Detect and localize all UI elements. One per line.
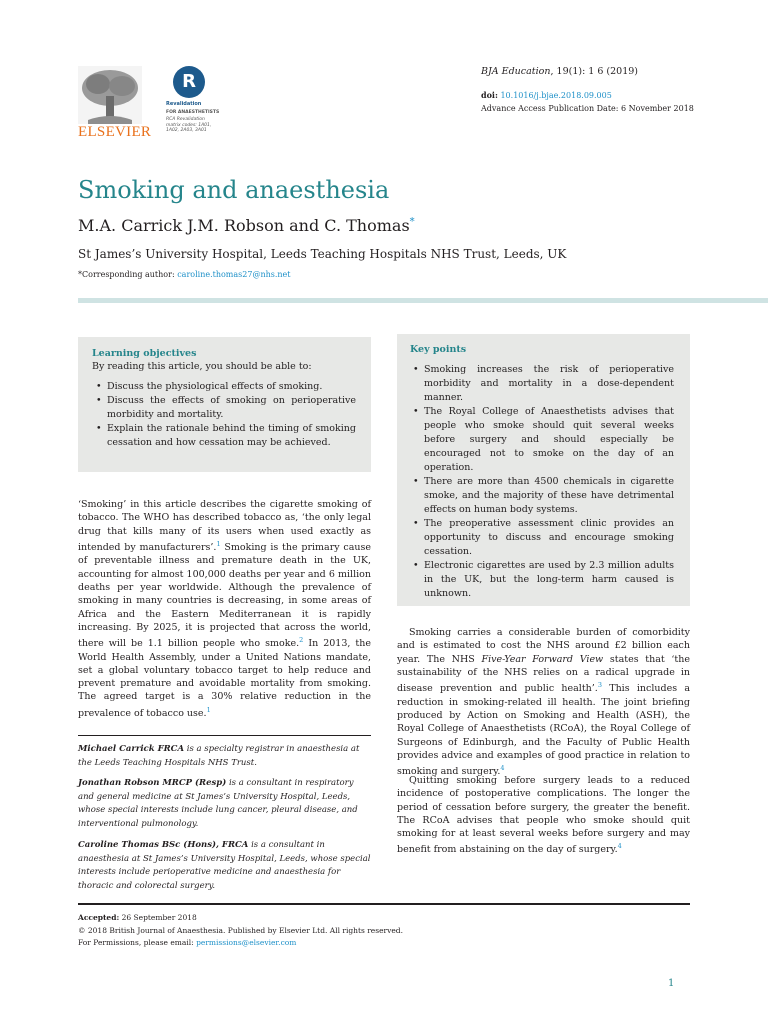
key-points-heading: Key points [410, 344, 467, 355]
reference-link[interactable]: 1 [206, 705, 211, 714]
revalidation-subtitle: FOR ANAESTHETISTS [166, 110, 220, 115]
revalidation-title: Revalidation [166, 101, 202, 107]
page-number: 1 [668, 978, 675, 989]
reference-link[interactable]: 3 [597, 681, 602, 690]
footer-divider [78, 903, 690, 905]
list-item: • Discuss the effects of smoking on perioperative morbidity and mortality. [96, 394, 356, 422]
learning-objectives-intro: By reading this article, you should be able to: [92, 361, 312, 372]
affiliation: St James’s University Hospital, Leeds Teaching Hospitals NHS Trust, Leeds, UK [78, 247, 567, 261]
revalidation-logo-icon: R [173, 66, 205, 98]
doi: doi: 10.1016/j.bjae.2018.09.005 [481, 90, 612, 100]
corresponding-author: *Corresponding author: caroline.thomas27@nhs.net [78, 270, 291, 279]
list-item: • The Royal College of Anaesthetists advises that people who smoke should quit several weeks before surgery and should especially be encouraged not to smoke on the day of an operation. [413, 405, 674, 475]
copyright-notice: © 2018 British Journal of Anaesthesia. Published by Elsevier Ltd. All rights reserved. [78, 926, 403, 935]
doi-link[interactable]: 10.1016/j.bjae.2018.09.005 [500, 91, 612, 100]
body-paragraph-2: Smoking carries a considerable burden of comorbidity and is estimated to cost the NHS around £2 billion each year. The NHS Five-Year Forward View states that ‘the sustainability of the NHS relies on a radical upgrade in disease prevention and public health’.$^3$ This includes a reduction in smoking-related ill health. The joint briefing produced by Action on Smoking and Health (ASH), the Royal College of Anaesthetists (RCoA), the Royal College of Surgeons of Edinburgh, and the Faculty of Public Health provides advice and examples of good practice in relation to smoking and surgery.$^4$ [397, 627, 690, 778]
list-item: • Electronic cigarettes are used by 2.3 million adults in the UK, but the long-term harm caused is unknown. [413, 559, 674, 601]
article-title: Smoking and anaesthesia [78, 176, 390, 204]
author-bio: Jonathan Robson MRCP (Resp) is a consultant in respiratory and general medicine at St James’s University Hospital, Leeds, whose special interests include lung cancer, pleural disease, and interventional pulmonology. [78, 778, 358, 829]
author-bio: Caroline Thomas BSc (Hons), FRCA is a consultant in anaesthesia at St James’s University Hospital, Leeds, whose special interests include perioperative medicine and anaesthesia for thoracic and colorectal surgery. [78, 840, 371, 891]
permissions-notice: For Permissions, please email: permissions@elsevier.com [78, 938, 297, 947]
reference-link[interactable]: 4 [617, 842, 622, 851]
body-paragraph-3: Quitting smoking before surgery leads to a reduced incidence of postoperative complications. The longer the period of cessation before surgery, the greater the benefit. The RCoA advises that people who smoke should quit smoking for at least several weeks before surgery and may benefit from abstaining on the day of surgery.$^4$ [397, 775, 690, 856]
journal-reference: BJA Education, 19(1): 1 6 (2019) [481, 66, 639, 77]
reference-link[interactable]: 1 [216, 539, 221, 548]
list-item: • Smoking increases the risk of perioperative morbidity and mortality in a dose-dependent manner. [413, 363, 674, 405]
learning-objectives-list [96, 380, 356, 450]
accepted-date: Accepted: 26 September 2018 [78, 913, 197, 922]
list-item: • There are more than 4500 chemicals in cigarette smoke, and the majority of these have detrimental effects on human body systems. [413, 475, 674, 517]
list-item: • Explain the rationale behind the timing of smoking cessation and how cessation may be achieved. [96, 422, 356, 450]
access-date: Advance Access Publication Date: 6 November 2018 [481, 104, 694, 113]
reference-link[interactable]: 2 [299, 636, 304, 645]
bio-divider [78, 735, 371, 736]
header-divider [78, 298, 768, 303]
list-item: • Discuss the physiological effects of smoking. [96, 380, 356, 394]
permissions-email-link[interactable]: permissions@elsevier.com [196, 938, 297, 947]
list-item: • The preoperative assessment clinic provides an opportunity to discuss and encourage smoking cessation. [413, 517, 674, 559]
revalidation-codes: RCA Revalidation matrix codes: 1A01, 1A02, 2A03, 3A01 [166, 117, 212, 133]
corresponding-mark: * [409, 216, 415, 228]
corresponding-email-link[interactable]: caroline.thomas27@nhs.net [177, 270, 291, 279]
body-paragraph-1: ‘Smoking’ in this article describes the cigarette smoking of tobacco. The WHO has described tobacco as, ‘the only legal drug that kills many of its users when used exactly as intended by manufacturers’.$^1$ Smoking is the primary cause of preventable illness and premature death in the UK, accounting for almost 100,000 deaths per year and 6 million deaths per year worldwide. Although the prevalence of smoking in many countries is decreasing, in some areas of Africa and the Eastern Mediterranean it is rapidly increasing. By 2025, it is projected that across the world, there will be 1.1 billion people who smoke.$^2$ In 2013, the World Health Assembly, under a United Nations mandate, set a global voluntary tobacco target to help reduce and prevent premature and avoidable mortality from smoking. The agreed target is a 30% relative reduction in the prevalence of tobacco use.$^1$ [78, 499, 371, 719]
key-points-list [413, 363, 674, 601]
elsevier-wordmark: ELSEVIER [78, 124, 152, 140]
reference-link[interactable]: 4 [500, 764, 505, 773]
learning-objectives-heading: Learning objectives [92, 348, 197, 359]
learning-objectives-box [78, 337, 371, 472]
author-bio: Michael Carrick FRCA is a specialty registrar in anaesthesia at the Leeds Teaching Hospitals NHS Trust. [78, 744, 360, 768]
key-points-box [397, 334, 690, 606]
article-authors: M.A. Carrick J.M. Robson and C. Thomas* [78, 216, 415, 235]
